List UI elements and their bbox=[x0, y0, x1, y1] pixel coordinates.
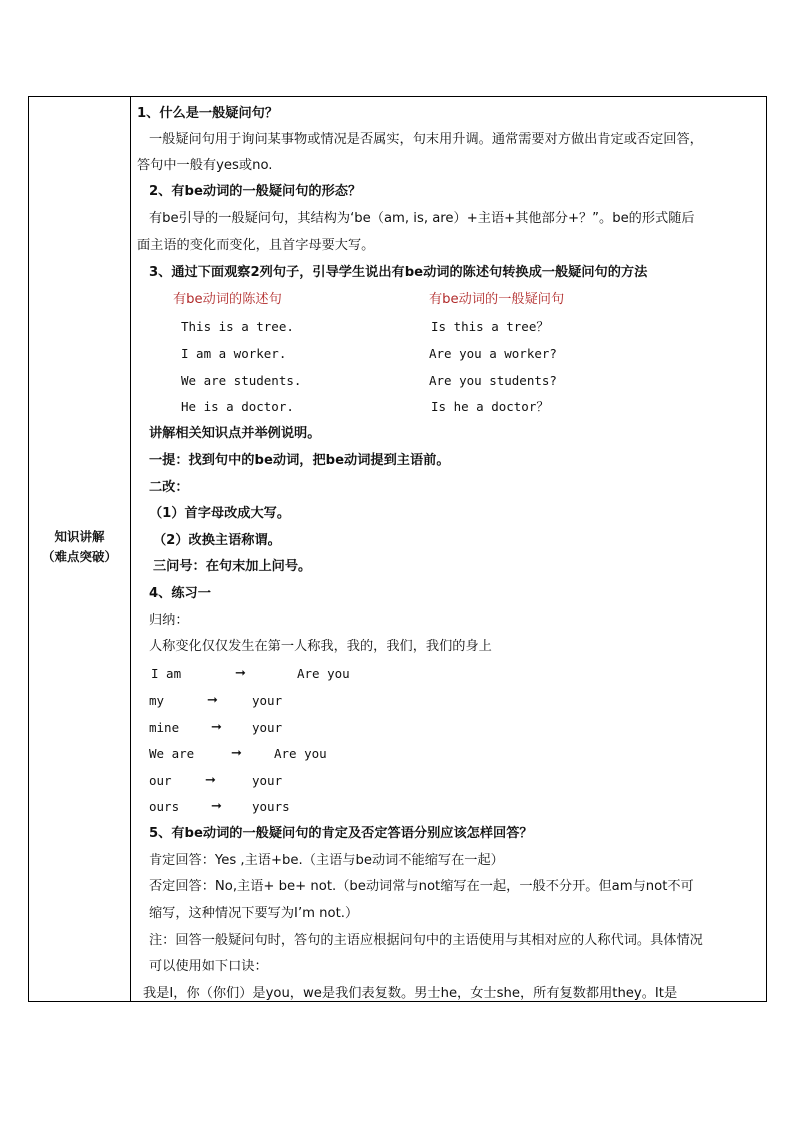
method-step3: 三问号：在句末加上问号。 bbox=[153, 559, 312, 574]
q3-heading: 3、通过下面观察2列句子，引导学生说出有be动词的陈述句转换成一般疑问句的方法 bbox=[149, 265, 648, 280]
method-step2: 二改： bbox=[149, 480, 189, 495]
question-row: Is this a tree？ bbox=[431, 319, 549, 334]
q3-column-question-header: 有be动词的一般疑问句 bbox=[429, 292, 565, 307]
arrow-icon: ➞ bbox=[231, 746, 242, 761]
pronoun-from: mine bbox=[149, 720, 180, 735]
pronoun-to: yours bbox=[252, 799, 290, 814]
method-step2a: （1）首字母改成大写。 bbox=[149, 506, 291, 521]
pronoun-from: We are bbox=[149, 746, 195, 761]
arrow-icon: ➞ bbox=[211, 720, 222, 735]
q3-column-statement-header: 有be动词的陈述句 bbox=[173, 292, 282, 307]
pronoun-from: ours bbox=[149, 799, 180, 814]
q5-negative-answer-line2: 缩写，这种情况下要写为I’m not.） bbox=[149, 906, 359, 921]
arrow-icon: ➞ bbox=[205, 773, 216, 788]
q5-note-line1: 注：回答一般疑问句时，答句的主语应根据问句中的主语使用与其相对应的人称代词。具体情况 bbox=[149, 933, 703, 948]
pronoun-to: your bbox=[252, 720, 283, 735]
q5-rhyme: 我是I，你（你们）是you，we是我们表复数。男士he，女士she，所有复数都用they。It是 bbox=[143, 986, 678, 1001]
section-label-line1: 知识讲解 bbox=[54, 529, 105, 544]
q2-heading: 2、有be动词的一般疑问句的形态？ bbox=[149, 184, 362, 199]
pronoun-from: our bbox=[149, 773, 172, 788]
q1-body-line1: 一般疑问句用于询问某事物或情况是否属实，句末用升调。通常需要对方做出肯定或否定回答， bbox=[149, 132, 703, 147]
pronoun-to: your bbox=[252, 773, 283, 788]
q4-summary-text: 人称变化仅仅发生在第一人称我，我的，我们，我们的身上 bbox=[149, 639, 492, 654]
question-row: Are you a worker? bbox=[429, 346, 557, 361]
statement-row: We are students. bbox=[181, 373, 302, 388]
section-label-cell bbox=[29, 97, 131, 1001]
section-label-line2: （难点突破） bbox=[41, 549, 117, 564]
arrow-icon: ➞ bbox=[235, 666, 246, 681]
arrow-icon: ➞ bbox=[211, 799, 222, 814]
q5-negative-answer-line1: 否定回答：No,主语+ be+ not.（be动词常与not缩写在一起，一般不分开。但am与not不可 bbox=[149, 879, 694, 894]
method-step1: 一提：找到句中的be动词，把be动词提到主语前。 bbox=[149, 453, 450, 468]
q4-summary-label: 归纳： bbox=[149, 613, 189, 628]
q2-body-line1: 有be引导的一般疑问句，其结构为‘be（am, is, are）+主语+其他部分+？”。be的形式随后 bbox=[149, 211, 695, 226]
method-step2b: （2）改换主语称谓。 bbox=[153, 533, 281, 548]
question-row: Are you students? bbox=[429, 373, 557, 388]
content-cell bbox=[131, 97, 766, 1001]
pronoun-from: my bbox=[149, 693, 165, 708]
method-intro: 讲解相关知识点并举例说明。 bbox=[149, 426, 321, 441]
pronoun-to: Are you bbox=[297, 666, 350, 681]
q2-body-line2: 面主语的变化而变化，且首字母要大写。 bbox=[137, 238, 375, 253]
pronoun-to: Are you bbox=[274, 746, 327, 761]
q1-body-line2: 答句中一般有yes或no. bbox=[137, 158, 273, 173]
q5-note-line2: 可以使用如下口诀： bbox=[149, 959, 268, 974]
q5-positive-answer: 肯定回答：Yes ,主语+be.（主语与be动词不能缩写在一起） bbox=[149, 853, 504, 868]
pronoun-from: I am bbox=[151, 666, 182, 681]
section-label bbox=[29, 527, 130, 567]
statement-row: I am a worker. bbox=[181, 346, 287, 361]
q1-heading: 1、什么是一般疑问句？ bbox=[137, 106, 279, 121]
q4-heading: 4、练习一 bbox=[149, 586, 211, 601]
content-table bbox=[28, 96, 767, 1002]
question-row: Is he a doctor？ bbox=[431, 399, 549, 414]
statement-row: He is a doctor. bbox=[181, 399, 294, 414]
q5-heading: 5、有be动词的一般疑问句的肯定及否定答语分别应该怎样回答？ bbox=[149, 826, 533, 841]
arrow-icon: ➞ bbox=[207, 693, 218, 708]
pronoun-to: your bbox=[252, 693, 283, 708]
statement-row: This is a tree. bbox=[181, 319, 294, 334]
